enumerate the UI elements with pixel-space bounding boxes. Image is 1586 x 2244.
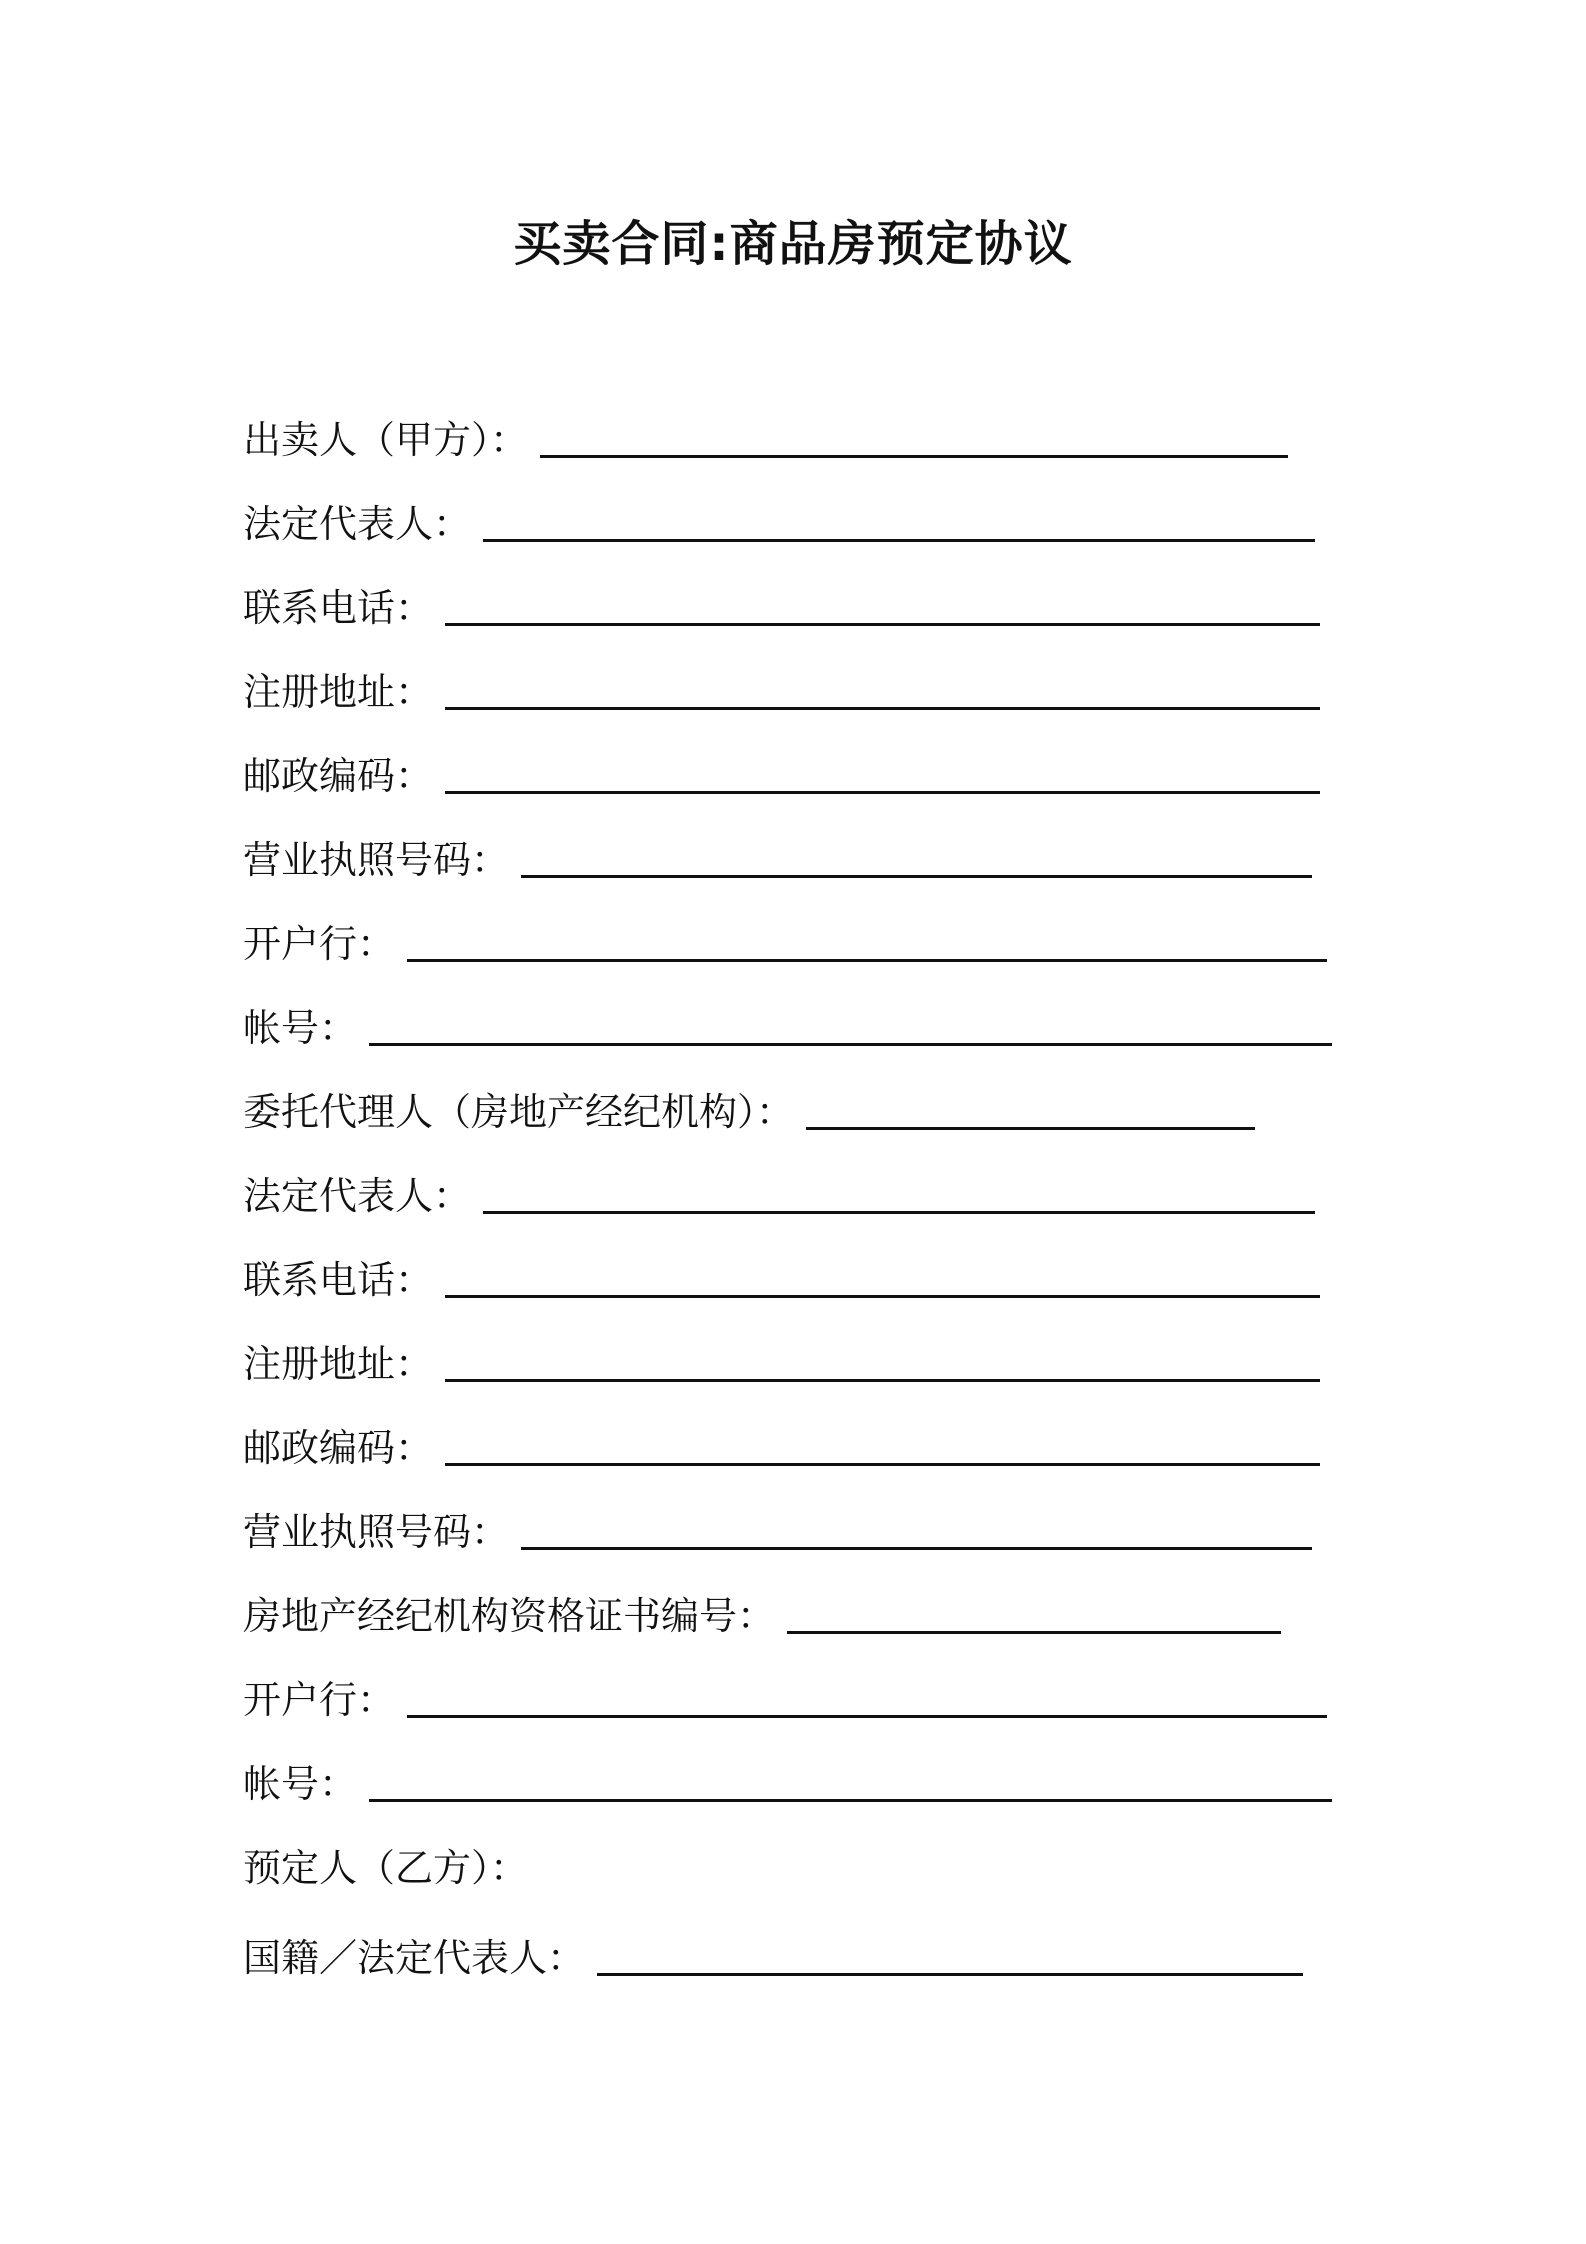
fill-line[interactable] bbox=[445, 791, 1320, 794]
field-agent-phone bbox=[243, 1252, 1320, 1308]
field-label: 邮政编码： bbox=[243, 754, 434, 798]
fill-line[interactable] bbox=[445, 1295, 1320, 1298]
field-agent-qualification bbox=[243, 1588, 1281, 1644]
field-agent-postcode bbox=[243, 1420, 1320, 1476]
field-label: 房地产经纪机构资格证书编号： bbox=[243, 1594, 776, 1638]
field-agent bbox=[243, 1084, 1255, 1140]
fill-line[interactable] bbox=[407, 959, 1327, 962]
field-label: 开户行： bbox=[243, 1678, 396, 1722]
fill-line[interactable] bbox=[521, 1547, 1312, 1550]
field-label: 注册地址： bbox=[243, 1342, 434, 1386]
field-seller-account bbox=[243, 1000, 1332, 1056]
fill-line[interactable] bbox=[806, 1127, 1255, 1130]
field-agent-account bbox=[243, 1756, 1332, 1812]
field-label: 预定人（乙方）： bbox=[243, 1846, 529, 1890]
field-label: 营业执照号码： bbox=[243, 838, 510, 882]
document-title: 买卖合同:商品房预定协议 bbox=[513, 216, 1073, 272]
field-label: 出卖人（甲方）： bbox=[243, 418, 529, 462]
field-label: 营业执照号码： bbox=[243, 1510, 510, 1554]
field-buyer-nationality bbox=[243, 1930, 1303, 1986]
fill-line[interactable] bbox=[597, 1973, 1303, 1976]
fill-line[interactable] bbox=[369, 1799, 1332, 1802]
field-seller bbox=[243, 412, 1288, 468]
field-seller-address bbox=[243, 664, 1320, 720]
field-label: 法定代表人： bbox=[243, 1174, 472, 1218]
fill-line[interactable] bbox=[407, 1715, 1327, 1718]
fill-line[interactable] bbox=[540, 455, 1288, 458]
field-label: 注册地址： bbox=[243, 670, 434, 714]
field-label: 帐号： bbox=[243, 1006, 358, 1050]
field-agent-license bbox=[243, 1504, 1312, 1560]
field-seller-phone bbox=[243, 580, 1320, 636]
field-seller-postcode bbox=[243, 748, 1320, 804]
field-label: 开户行： bbox=[243, 922, 396, 966]
field-seller-bank bbox=[243, 916, 1327, 972]
field-seller-license bbox=[243, 832, 1312, 888]
field-label: 联系电话： bbox=[243, 1258, 434, 1302]
field-buyer-heading bbox=[243, 1840, 843, 1896]
field-agent-legal-rep bbox=[243, 1168, 1315, 1224]
fill-line[interactable] bbox=[445, 1379, 1320, 1382]
field-label: 帐号： bbox=[243, 1762, 358, 1806]
field-label: 法定代表人： bbox=[243, 502, 472, 546]
fill-line[interactable] bbox=[445, 707, 1320, 710]
field-label: 联系电话： bbox=[243, 586, 434, 630]
fill-line[interactable] bbox=[483, 539, 1315, 542]
fill-line[interactable] bbox=[445, 1463, 1320, 1466]
fill-line[interactable] bbox=[369, 1043, 1332, 1046]
field-label: 委托代理人（房地产经纪机构）： bbox=[243, 1090, 795, 1134]
field-label: 国籍／法定代表人： bbox=[243, 1936, 586, 1980]
fill-line[interactable] bbox=[787, 1631, 1281, 1634]
fill-line[interactable] bbox=[521, 875, 1312, 878]
fill-line[interactable] bbox=[483, 1211, 1315, 1214]
field-agent-address bbox=[243, 1336, 1320, 1392]
fill-line[interactable] bbox=[445, 623, 1320, 626]
field-label: 邮政编码： bbox=[243, 1426, 434, 1470]
field-seller-legal-rep bbox=[243, 496, 1315, 552]
field-agent-bank bbox=[243, 1672, 1327, 1728]
